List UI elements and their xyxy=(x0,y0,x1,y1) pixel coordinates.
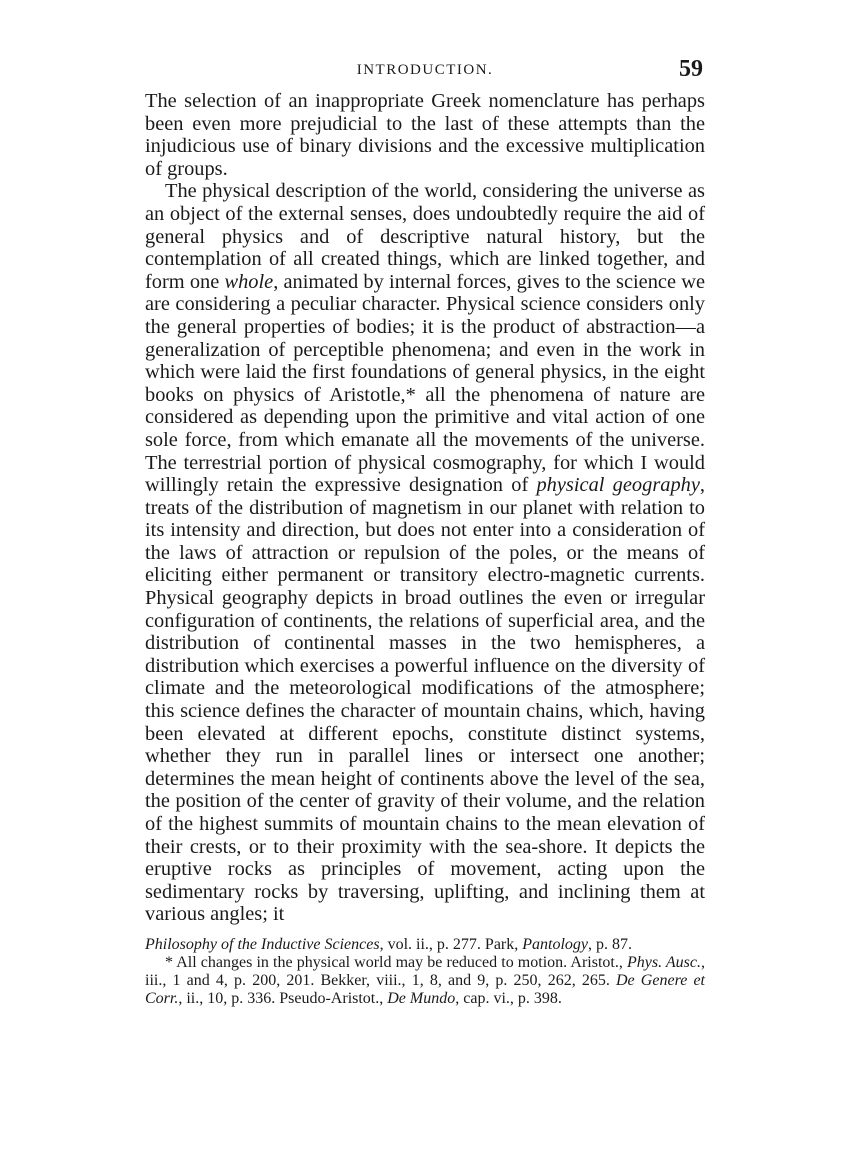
footnote-2-de-mundo: De Mundo xyxy=(387,989,456,1007)
italic-whole: whole xyxy=(224,270,274,293)
footnote-2-text-a: * All changes in the physical world may be reduced to motion. Aristot., xyxy=(165,953,627,971)
footnote-1-text: , vol. ii., p. 277. Park, xyxy=(379,935,523,953)
footnote-1-pantology: Pantology xyxy=(522,935,589,953)
page-number: 59 xyxy=(679,56,703,82)
body-text xyxy=(145,90,705,926)
footnote-continued xyxy=(145,936,705,954)
paragraph-2-part-a: The physical description of the world, considering the universe as an object of the external senses, does undoubtedly require the aid of general physics and of descriptive natural history, but the contemplation of all created things, which are linked together, and form one xyxy=(145,180,705,293)
footnote-1-page: , p. 87. xyxy=(588,935,633,953)
footnote-2-phys-ausc: Phys. Ausc. xyxy=(626,953,702,971)
footnote-2-de-genere: De Genere et Corr. xyxy=(145,971,705,1007)
italic-physical-geography: physical geography xyxy=(536,474,700,497)
paragraph-1: The selection of an inappropriate Greek nomenclature has perhaps been even more prejudicial to the last of these attempts than the injudicious use of binary divisions and the excessive multiplication of groups. xyxy=(145,90,705,180)
footnote-2-text-e: , ii., 10, p. 336. Pseudo-Aristot., xyxy=(178,989,388,1007)
paragraph-2-part-e: , treats of the distribution of magnetism in our planet with relation to its intensity and direction, but does not enter into a consideration of the laws of attraction or repulsion of the poles, or the means of eliciting either permanent or transitory electro-magnetic currents. Physical geography depicts in broad outlines the even or irregular configuration of continents, the relations of superficial area, and the distribution of continental masses in the two hemispheres, a distribution which exercises a powerful influence on the diversity of climate and the meteorological modifications of the atmosphere; this science defines the character of mountain chains, which, having been elevated at different epochs, constitute distinct systems, whether they run in parallel lines or intersect one another; determines the mean height of continents above the level of the sea, the position of the center of gravity of their volume, and the relation of the highest summits of mountain chains to the mean elevation of their crests, or to their proximity with the sea-shore. It depicts the eruptive rocks as principles of movement, acting upon the sedimentary rocks by traversing, uplifting, and inclining them at various angles; it xyxy=(145,474,705,926)
footnote-2-text-c: , iii., 1 and 4, p. 200, 201. Bekker, viii., 1, 8, and 9, p. 250, 262, 265. xyxy=(145,953,706,989)
running-head: INTRODUCTION. xyxy=(356,62,494,78)
book-page xyxy=(145,56,705,1008)
paragraph-2-part-c: , animated by internal forces, gives to the science we are considering a peculiar character. Physical science considers only the general properties of bodies; it is the product of abstraction—a generalization of perceptible phenomena; and even in the work in which were laid the first foundations of general physics, in the eight books on physics of Aristotle,* all the phenomena of nature are considered as depending upon the primitive and vital action of one sole force, from which emanate all the movements of the universe. The terrestrial portion of physical cosmography, for which I would willingly retain the expressive designation of xyxy=(145,270,705,497)
footnote-2-text-g: , cap. vi., p. 398. xyxy=(455,989,562,1007)
paragraph-2 xyxy=(145,180,705,926)
page-header xyxy=(145,56,705,90)
footnote-1-title: Philosophy of the Inductive Sciences xyxy=(145,935,380,953)
footnote-asterisk xyxy=(145,954,705,1008)
footnotes xyxy=(145,936,705,1008)
